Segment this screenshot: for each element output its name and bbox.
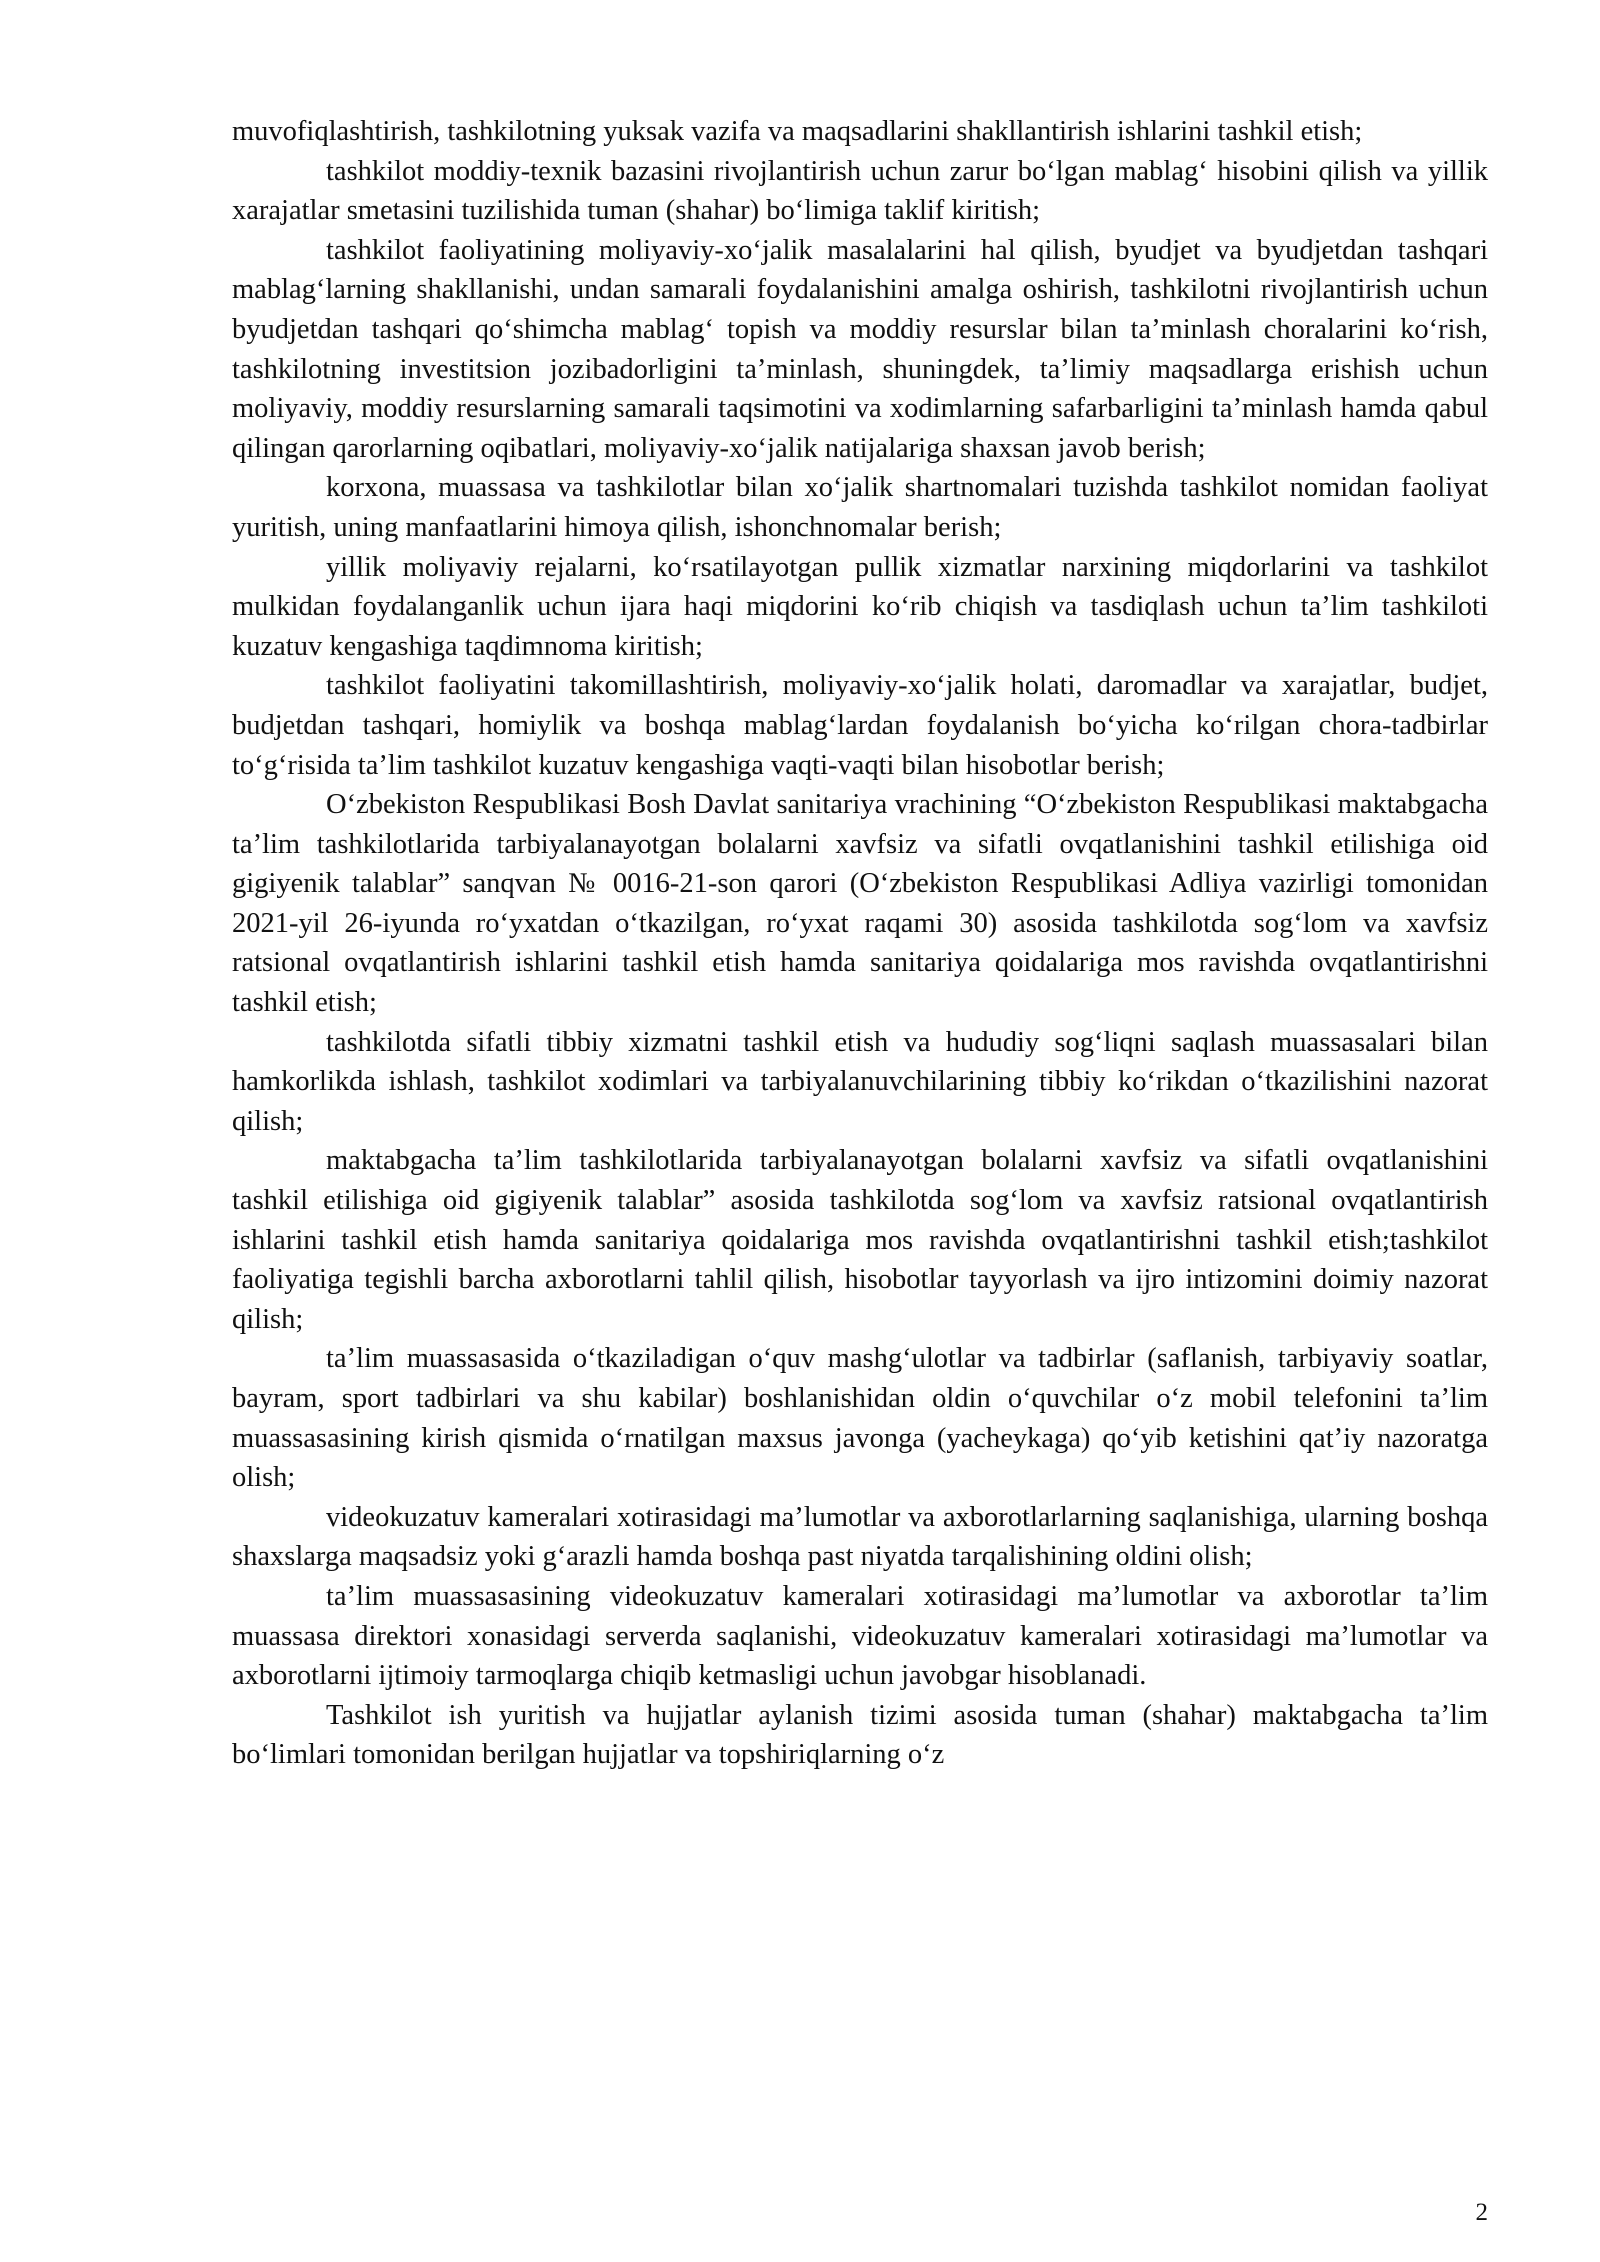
paragraph: videokuzatuv kameralari xotirasidagi ma’lumotlar va axborotlarlarning saqlanishiga, ularning boshqa shaxslarga maqsadsiz yoki g‘arazli hamda boshqa past niyatda tarqalishining oldini olish; xyxy=(232,1501,1488,1573)
paragraph-continuation: muvofiqlashtirish, tashkilotning yuksak vazifa va maqsadlarini shakllantirish ishlarini tashkil etish; xyxy=(232,116,1363,147)
paragraph: ta’lim muassasasida o‘tkaziladigan o‘quv mashg‘ulotlar va tadbirlar (saflanish, tarbiyaviy soatlar, bayram, sport tadbirlari va shu kabilar) boshlanishidan oldin o‘quvchilar o‘z mobil telefonini ta’lim muassasasining kirish qismida o‘rnatilgan maxsus javonga (yacheykaga) qo‘yib ketishini qat’iy nazoratga olish; xyxy=(232,1343,1488,1494)
paragraph: tashkilot moddiy-texnik bazasini rivojlantirish uchun zarur bo‘lgan mablag‘ hisobini qilish va yillik xarajatlar smetasini tuzilishida tuman (shahar) bo‘limiga taklif kiritish; xyxy=(232,155,1488,227)
paragraph: Tashkilot ish yuritish va hujjatlar aylanish tizimi asosida tuman (shahar) maktabgacha ta’lim bo‘limlari tomonidan berilgan hujjatlar va topshiriqlarning o‘z xyxy=(232,1699,1488,1771)
paragraph: tashkilot faoliyatining moliyaviy-xo‘jalik masalalarini hal qilish, byudjet va byudjetdan tashqari mablag‘larning shakllanishi, undan samarali foydalanishini amalga oshirish, tashkilotni rivojlantirish uchun byudjetdan tashqari qo‘shimcha mablag‘ topish va moddiy resurslar bilan ta’minlash choralarini ko‘rish, tashkilotning investitsion jozibadorligini ta’minlash, shuningdek, ta’limiy maqsadlarga erishish uchun moliyaviy, moddiy resurslarning samarali taqsimotini va xodimlarning safarbarligini ta’minlash hamda qabul qilingan qarorlarning oqibatlari, moliyaviy-xo‘jalik natijalariga shaxsan javob berish; xyxy=(232,234,1488,464)
paragraph: korxona, muassasa va tashkilotlar bilan xo‘jalik shartnomalari tuzishda tashkilot nomidan faoliyat yuritish, uning manfaatlarini himoya qilish, ishonchnomalar berish; xyxy=(232,472,1488,543)
paragraph: tashkilot faoliyatini takomillashtirish, moliyaviy-xo‘jalik holati, daromadlar va xarajatlar, budjet, budjetdan tashqari, homiylik va boshqa mablag‘lardan foydalanish bo‘yicha ko‘rilgan chora-tadbirlar to‘g‘risida ta’lim tashkilot kuzatuv kengashiga vaqti-vaqti bilan hisobotlar berish; xyxy=(232,670,1488,781)
paragraph: yillik moliyaviy rejalarni, ko‘rsatilayotgan pullik xizmatlar narxining miqdorlarini va tashkilot mulkidan foydalanganlik uchun ijara haqi miqdorini ko‘rib chiqish va tasdiqlash uchun ta’lim tashkiloti kuzatuv kengashiga taqdimnoma kiritish; xyxy=(232,551,1488,662)
body-text xyxy=(232,112,1488,1775)
paragraph: ta’lim muassasasining videokuzatuv kameralari xotirasidagi ma’lumotlar va axborotlar ta’lim muassasa direktori xonasidagi serverda saqlanishi, videokuzatuv kameralari xotirasidagi ma’lumotlar va axborotlarni ijtimoiy tarmoqlarga chiqib ketmasligi uchun javobgar hisoblanadi. xyxy=(232,1580,1488,1692)
page-number: 2 xyxy=(1475,2199,1488,2226)
paragraph: O‘zbekiston Respublikasi Bosh Davlat sanitariya vrachining “O‘zbekiston Respublikasi maktabgacha ta’lim tashkilotlarida tarbiyalanayotgan bolalarni xavfsiz va sifatli ovqatlanishini tashkil etilishiga oid gigiyenik talablar” sanqvan № 0016-21-son qarori (O‘zbekiston Respublikasi Adliya vazirligi tomonidan 2021-yil 26-iyunda ro‘yxatdan o‘tkazilgan, ro‘yxat raqami 30) asosida tashkilotda sog‘lom va xavfsiz ratsional ovqatlantirish ishlarini tashkil etish hamda sanitariya qoidalariga mos ravishda ovqatlantirishni tashkil etish; xyxy=(232,789,1488,1019)
paragraph: tashkilotda sifatli tibbiy xizmatni tashkil etish va hududiy sog‘liqni saqlash muassasalari bilan hamkorlikda ishlash, tashkilot xodimlari va tarbiyalanuvchilarining tibbiy ko‘rikdan o‘tkazilishini nazorat qilish; xyxy=(232,1026,1488,1137)
paragraph: maktabgacha ta’lim tashkilotlarida tarbiyalanayotgan bolalarni xavfsiz va sifatli ovqatlanishini tashkil etilishiga oid gigiyenik talablar” asosida tashkilotda sog‘lom va xavfsiz ratsional ovqatlantirish ishlarini tashkil etish hamda sanitariya qoidalariga mos ravishda ovqatlantirishni tashkil etish;tashkilot faoliyatiga tegishli barcha axborotlarni tahlil qilish, hisobotlar tayyorlash va ijro intizomini doimiy nazorat qilish; xyxy=(232,1145,1488,1335)
